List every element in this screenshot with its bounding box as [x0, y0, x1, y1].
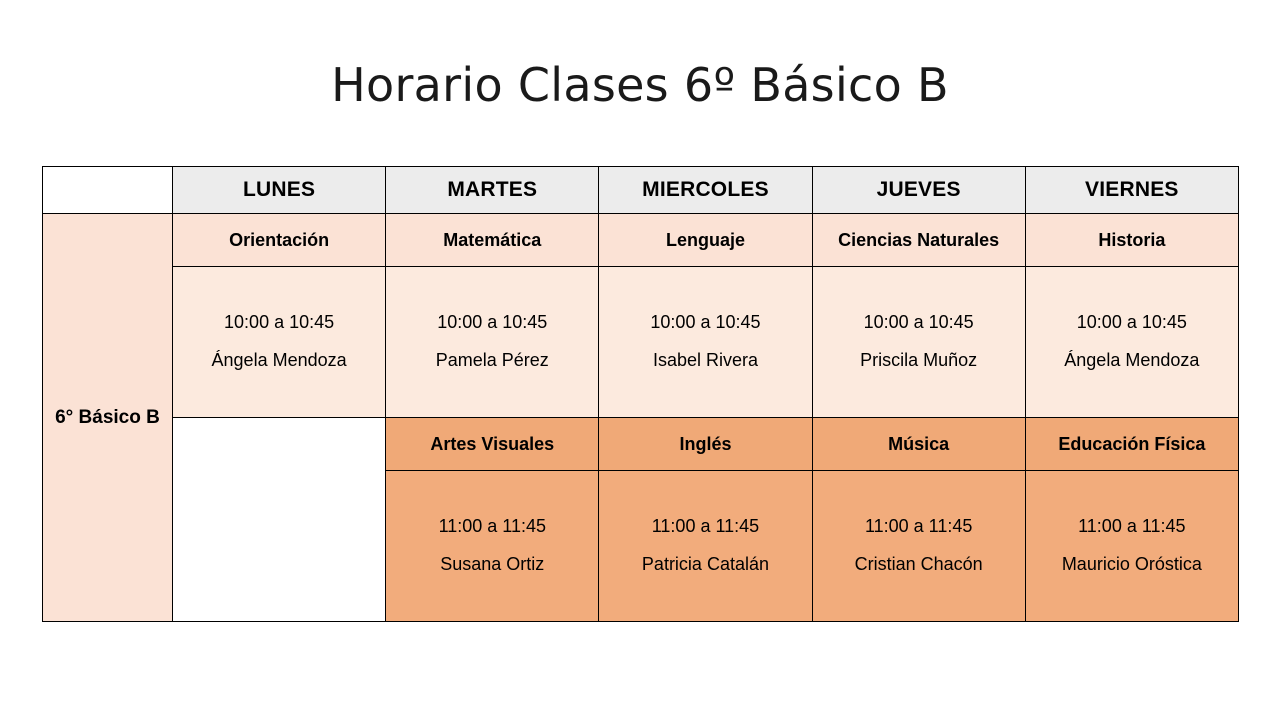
time-text: 10:00 a 10:45	[437, 312, 548, 333]
teacher-text: Ángela Mendoza	[1064, 350, 1200, 370]
table-row	[43, 267, 1239, 418]
table-row	[43, 214, 1239, 267]
day-header-lunes: LUNES	[173, 167, 386, 214]
schedule-table	[42, 166, 1239, 622]
detail-cell	[1025, 267, 1238, 418]
day-header-miercoles: MIERCOLES	[599, 167, 812, 214]
detail-cell	[812, 267, 1025, 418]
day-header-jueves: JUEVES	[812, 167, 1025, 214]
subject-cell: Música	[812, 418, 1025, 471]
empty-cell	[173, 418, 386, 622]
row-label-grade: 6° Básico B	[43, 214, 173, 622]
detail-cell	[599, 471, 812, 622]
subject-cell: Inglés	[599, 418, 812, 471]
day-header-viernes: VIERNES	[1025, 167, 1238, 214]
subject-cell: Ciencias Naturales	[812, 214, 1025, 267]
teacher-text: Priscila Muñoz	[860, 350, 978, 370]
teacher-text: Pamela Pérez	[435, 350, 549, 370]
teacher-text: Patricia Catalán	[641, 554, 769, 574]
detail-cell	[1025, 471, 1238, 622]
table-header-row	[43, 167, 1239, 214]
table-corner-cell	[43, 167, 173, 214]
subject-cell: Lenguaje	[599, 214, 812, 267]
day-header-martes: MARTES	[386, 167, 599, 214]
subject-cell: Orientación	[173, 214, 386, 267]
time-text: 11:00 a 11:45	[1078, 516, 1186, 537]
time-text: 10:00 a 10:45	[224, 312, 335, 333]
detail-cell	[173, 267, 386, 418]
subject-cell: Matemática	[386, 214, 599, 267]
schedule-table-container	[42, 166, 1238, 622]
time-text: 10:00 a 10:45	[650, 312, 761, 333]
page-title: Horario Clases 6º Básico B	[331, 58, 949, 112]
time-text: 11:00 a 11:45	[438, 516, 546, 537]
teacher-text: Mauricio Oróstica	[1061, 554, 1202, 574]
time-text: 10:00 a 10:45	[863, 312, 974, 333]
detail-cell	[599, 267, 812, 418]
teacher-text: Isabel Rivera	[652, 350, 758, 370]
teacher-text: Susana Ortiz	[440, 554, 545, 574]
time-text: 11:00 a 11:45	[864, 516, 973, 537]
table-row	[43, 418, 1239, 471]
time-text: 11:00 a 11:45	[651, 516, 760, 537]
detail-cell	[386, 471, 599, 622]
subject-cell: Historia	[1025, 214, 1238, 267]
detail-cell	[812, 471, 1025, 622]
subject-cell: Artes Visuales	[386, 418, 599, 471]
teacher-text: Ángela Mendoza	[211, 350, 347, 370]
teacher-text: Cristian Chacón	[854, 554, 983, 574]
time-text: 10:00 a 10:45	[1076, 312, 1187, 333]
detail-cell	[386, 267, 599, 418]
subject-cell: Educación Física	[1025, 418, 1238, 471]
